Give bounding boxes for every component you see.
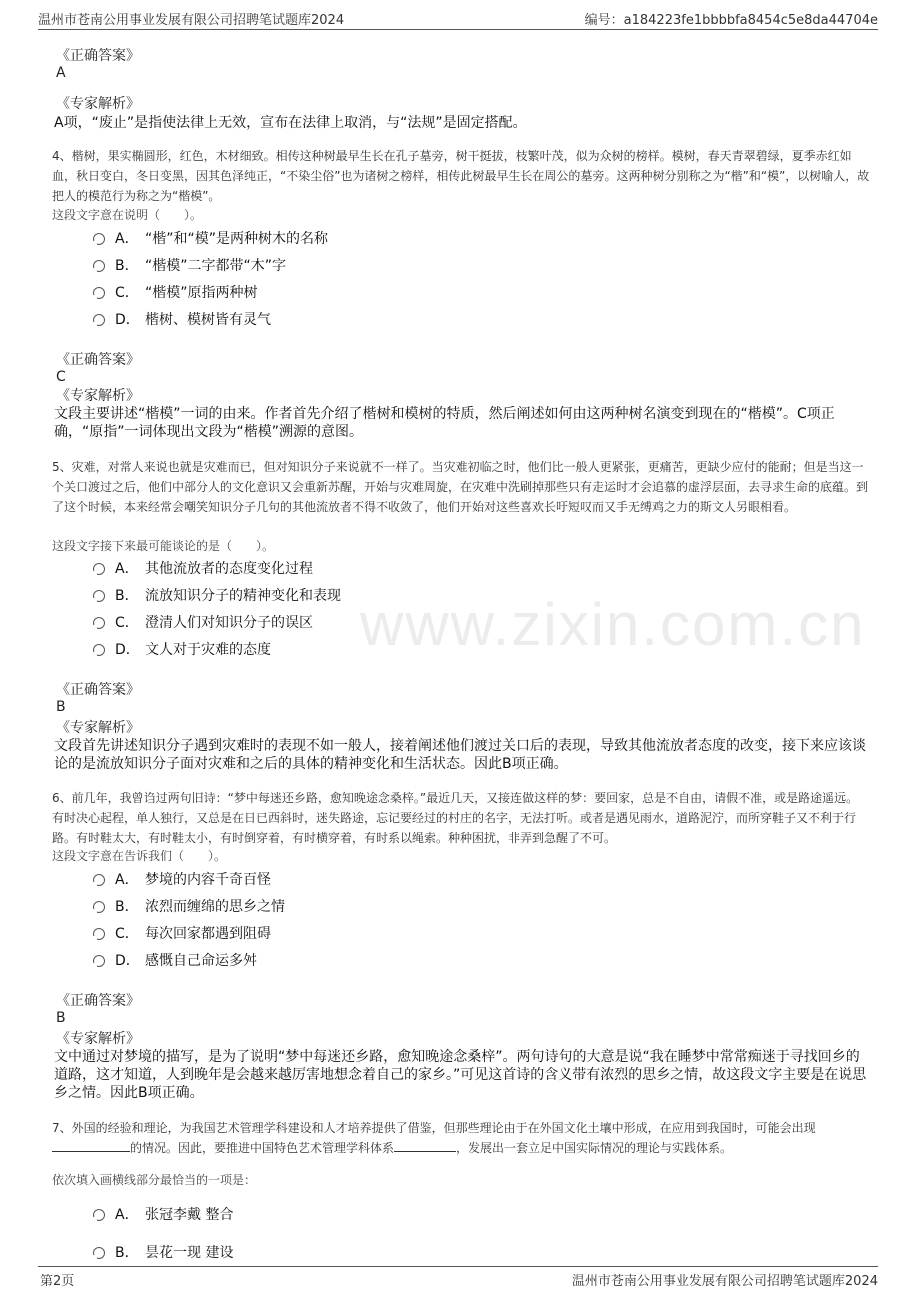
q5-answer-block [54,682,868,716]
option-text: 澄清人们对知识分子的误区 [145,615,313,631]
q6-answer-block [54,993,868,1027]
option-text: 每次回家都遇到阻碍 [145,926,271,942]
footer-title: 温州市苍南公用事业发展有限公司招聘笔试题库2024 [571,1274,878,1289]
radio-icon[interactable] [93,314,105,326]
footer-divider [38,1266,878,1267]
q5-analysis-block [54,720,868,773]
page-number: 第2页 [40,1274,75,1289]
option-letter: C． [115,285,139,301]
analysis-text: A项，“废止”是指使法律上无效，宣布在法律上取消，与“法规”是固定搭配。 [54,115,527,131]
option-text: “楷模”原指两种树 [145,285,258,301]
option-letter: D． [115,953,140,969]
answer-label: 《正确答案》 [56,48,140,64]
option-letter: B． [115,588,139,604]
q4-analysis-block [54,388,868,441]
option-text: 感慨自己命运多舛 [145,953,257,969]
option-text: 文人对于灾难的态度 [145,642,271,658]
option-text: 楷树、模树皆有灵气 [145,312,271,328]
radio-icon[interactable] [93,874,105,886]
header-doc-id: 编号：a184223fe1bbbbfa8454c5e8da44704e [584,13,878,28]
radio-icon[interactable] [93,260,105,272]
header-divider [38,29,878,30]
radio-icon[interactable] [93,644,105,656]
page-header [0,0,920,28]
q7-text-part-2: 的情况。因此，要推进中国特色艺术管理学科体系 [130,1141,395,1155]
q4-stem: 这段文字意在说明（ ）。 [52,208,203,222]
q7-stem: 依次填入画横线部分最恰当的一项是： [52,1173,257,1187]
q5-text: 5、灾难，对常人来说也就是灾难而已，但对知识分子来说就不一样了。当灾难初临之时，他们比一般人更紧张，更痛苦，更缺少应付的能耐；但是当这一个关口渡过之后，他们中部分人的文化意识又会重新苏醒，开始与灾难周旋，在灾难中洗刷掉那些只有走运时才会追慕的虚浮层面，去寻求生命的底蕴。到了这个时候，本来经常会嘲笑知识分子几句的其他流放者不得不收敛了，他们开始对这些喜欢长吁短叹而又手无缚鸡之力的斯文人另眼相看。 [52,460,869,514]
option-letter: A． [115,231,139,247]
radio-icon[interactable] [93,287,105,299]
option-text: 张冠李戴 整合 [145,1207,234,1223]
analysis-text: 文段主要讲述“楷模”一词的由来。作者首先介绍了楷树和模树的特质，然后阐述如何由这两种树名演变到现在的“楷模”。C项正确，“原指”一词体现出文段为“楷模”溯源的意图。 [54,406,835,440]
answer-value: B [56,1010,66,1026]
fill-blank-1[interactable] [52,1139,130,1152]
analysis-label: 《专家解析》 [56,388,140,404]
radio-icon[interactable] [93,233,105,245]
header-title: 温州市苍南公用事业发展有限公司招聘笔试题库2024 [38,13,345,28]
option-letter: A． [115,1207,139,1223]
q7-text [52,1118,870,1158]
q7-text-part-1: 7、外国的经验和理论，为我国艺术管理学科建设和人才培养提供了借鉴，但那些理论由于在外国文化土壤中形成，在应用到我国时，可能会出现 [52,1121,816,1135]
option-text: 昙花一现 建设 [145,1245,234,1261]
radio-icon[interactable] [93,955,105,967]
q6-text: 6、前几年，我曾诌过两句旧诗：“梦中每迷还乡路，愈知晚途念桑梓。”最近几天，又接连做这样的梦：要回家，总是不自由，请假不准，或是路途遥远。有时决心起程，单人独行，又总是在日已西斜时，迷失路途，忘记要经过的村庄的名字，无法打听。或者是遇见雨水，道路泥泞，而所穿鞋子又不利于行路。有时鞋太大，有时鞋太小，有时倒穿着，有时横穿着，有时系以绳索。种种困扰，非弄到急醒了不可。 [52,791,859,845]
analysis-text: 文中通过对梦境的描写，是为了说明“梦中每迷还乡路，愈知晚途念桑梓”。两句诗句的大意是说“我在睡梦中常常痴迷于寻找回乡的道路，这才知道，人到晚年是会越来越厉害地想念着自己的家乡。”可见这首诗的含义带有浓烈的思乡之情，故这段文字主要是在说思乡之情。因此B项正确。 [54,1049,867,1101]
q6-stem: 这段文字意在告诉我们（ ）。 [52,849,227,863]
option-letter: B． [115,899,139,915]
option-letter: B． [115,258,139,274]
option-text: “楷模”二字都带“木”字 [145,258,287,274]
radio-icon[interactable] [93,1209,105,1221]
q6-analysis-block [54,1031,868,1102]
option-letter: C． [115,926,139,942]
fill-blank-2[interactable] [394,1139,456,1152]
option-letter: D． [115,312,140,328]
radio-icon[interactable] [93,590,105,602]
option-letter: D． [115,642,140,658]
radio-icon[interactable] [93,617,105,629]
q5-stem: 这段文字接下来最可能谈论的是（ ）。 [52,539,275,553]
radio-icon[interactable] [93,928,105,940]
option-text: 流放知识分子的精神变化和表现 [145,588,341,604]
analysis-label: 《专家解析》 [56,720,140,736]
q3-answer-block [54,48,868,82]
radio-icon[interactable] [93,1247,105,1259]
option-text: “楷”和“模”是两种树木的名称 [145,231,329,247]
watermark: www.zixin.com.cn [360,591,866,658]
analysis-label: 《专家解析》 [56,1031,140,1047]
option-letter: A． [115,561,139,577]
option-text: 梦境的内容千奇百怪 [145,872,271,888]
option-letter: A． [115,872,139,888]
answer-value: B [56,699,66,715]
radio-icon[interactable] [93,901,105,913]
option-letter: B． [115,1245,139,1261]
q4-answer-block [54,352,868,386]
option-letter: C． [115,615,139,631]
analysis-text: 文段首先讲述知识分子遇到灾难时的表现不如一般人，接着阐述他们渡过关口后的表现，导致其他流放者态度的改变，接下来应该谈论的是流放知识分子面对灾难和之后的具体的精神变化和生活状态。因此B项正确。 [54,738,866,772]
option-text: 浓烈而缠绵的思乡之情 [145,899,285,915]
q7-text-part-3: ，发展出一套立足中国实际情况的理论与实践体系。 [456,1141,733,1155]
q3-analysis-block [54,96,868,132]
answer-label: 《正确答案》 [56,682,140,698]
option-text: 其他流放者的态度变化过程 [145,561,313,577]
answer-value: A [56,65,66,81]
q4-text: 4、楷树，果实椭圆形，红色，木材细致。相传这种树最早生长在孔子墓旁，树干挺拔，枝繁叶茂，似为众树的榜样。模树，春天青翠碧绿，夏季赤红如血，秋日变白，冬日变黑，因其色泽纯正，“不染尘俗”也为诸树之榜样，相传此树最早生长在周公的墓旁。这两种树分别称之为“楷”和“模”，以树喻人，故把人的模范行为称之为“楷模”。 [52,149,870,203]
answer-value: C [56,369,66,385]
analysis-label: 《专家解析》 [56,96,140,112]
radio-icon[interactable] [93,563,105,575]
answer-label: 《正确答案》 [56,352,140,368]
answer-label: 《正确答案》 [56,993,140,1009]
